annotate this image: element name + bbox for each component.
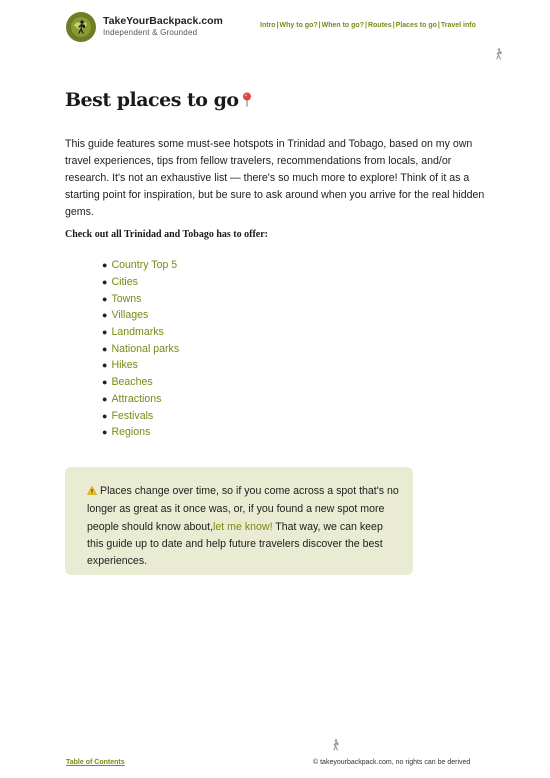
list-item — [102, 257, 179, 274]
bullet: ● — [102, 427, 108, 438]
nav-places-to-go[interactable]: Places to go — [395, 22, 437, 29]
nav-separator: | — [392, 22, 395, 29]
link-national-parks[interactable]: National parks — [111, 342, 180, 355]
list-item — [102, 324, 179, 341]
brand-logo[interactable] — [66, 12, 223, 42]
list-item — [102, 374, 179, 391]
bullet: ● — [102, 360, 108, 371]
link-villages[interactable]: Villages — [111, 309, 149, 322]
places-link-list — [102, 257, 179, 441]
link-landmarks[interactable]: Landmarks — [111, 326, 164, 339]
nav-why-to-go[interactable]: Why to go? — [279, 22, 318, 29]
bullet: ● — [102, 410, 108, 421]
nav-separator: | — [276, 22, 279, 29]
bullet: ● — [102, 393, 108, 404]
warning-icon — [87, 484, 97, 501]
nav-separator: | — [318, 22, 321, 29]
map-pin-icon — [242, 90, 252, 112]
nav-routes[interactable]: Routes — [367, 22, 392, 29]
bullet: ● — [102, 260, 108, 271]
callout-text-after: That way, we can keep this guide up to date and help future travelers discover the best experiences. — [87, 520, 383, 568]
intro-paragraph: This guide features some must-see hotspots in Trinidad and Tobago, based on my own travel experiences, tips from fellow travelers, recommendations from locals, and/or research. It's not an exhaustive list — there's so much more to explore! Think of it as a starting point for inspiration, but be sure to ask around when you arrive for the real hidden gems. — [65, 138, 485, 218]
bullet: ● — [102, 310, 108, 321]
link-cities[interactable]: Cities — [111, 276, 138, 289]
list-item — [102, 340, 179, 357]
list-item — [102, 357, 179, 374]
link-regions[interactable]: Regions — [111, 426, 151, 439]
nav-when-to-go[interactable]: When to go? — [321, 22, 364, 29]
list-item — [102, 424, 179, 441]
bullet: ● — [102, 377, 108, 388]
offer-heading: Check out all Trinidad and Tobago has to offer: — [65, 229, 269, 240]
page-title — [65, 89, 252, 112]
nav-travel-info[interactable]: Travel info — [440, 22, 476, 29]
globe-hiker-logo-icon — [66, 12, 96, 42]
brand-name: TakeYourBackpack.com — [103, 15, 223, 27]
link-attractions[interactable]: Attractions — [111, 392, 162, 405]
bullet: ● — [102, 343, 108, 354]
link-country-top-5[interactable]: Country Top 5 — [111, 259, 178, 272]
callout-text-before: Places change over time, so if you come across a spot that's no longer as great as it once was, or, if you found a new spot more people should know about, — [87, 485, 399, 533]
nav-separator: | — [437, 22, 440, 29]
list-item — [102, 407, 179, 424]
nav-intro[interactable]: Intro — [260, 22, 276, 29]
link-festivals[interactable]: Festivals — [111, 409, 154, 422]
list-item — [102, 391, 179, 408]
link-towns[interactable]: Towns — [111, 292, 142, 305]
table-of-contents-link[interactable]: Table of Contents — [66, 759, 125, 766]
feedback-callout — [65, 467, 413, 575]
link-hikes[interactable]: Hikes — [111, 359, 138, 372]
list-item — [102, 290, 179, 307]
list-item — [102, 274, 179, 291]
top-navigation — [260, 22, 476, 29]
hiker-icon — [494, 47, 504, 65]
bullet: ● — [102, 327, 108, 338]
link-beaches[interactable]: Beaches — [111, 376, 153, 389]
bullet: ● — [102, 293, 108, 304]
bullet: ● — [102, 277, 108, 288]
contact-link[interactable]: let me know! — [213, 520, 273, 533]
nav-separator: | — [365, 22, 367, 29]
hiker-icon — [331, 738, 341, 756]
copyright-notice: © takeyourbackpack.com, no rights can be derived — [313, 759, 471, 766]
list-item — [102, 307, 179, 324]
page-title-text: Best places to go — [65, 89, 239, 111]
brand-tagline: Independent & Grounded — [103, 28, 198, 37]
